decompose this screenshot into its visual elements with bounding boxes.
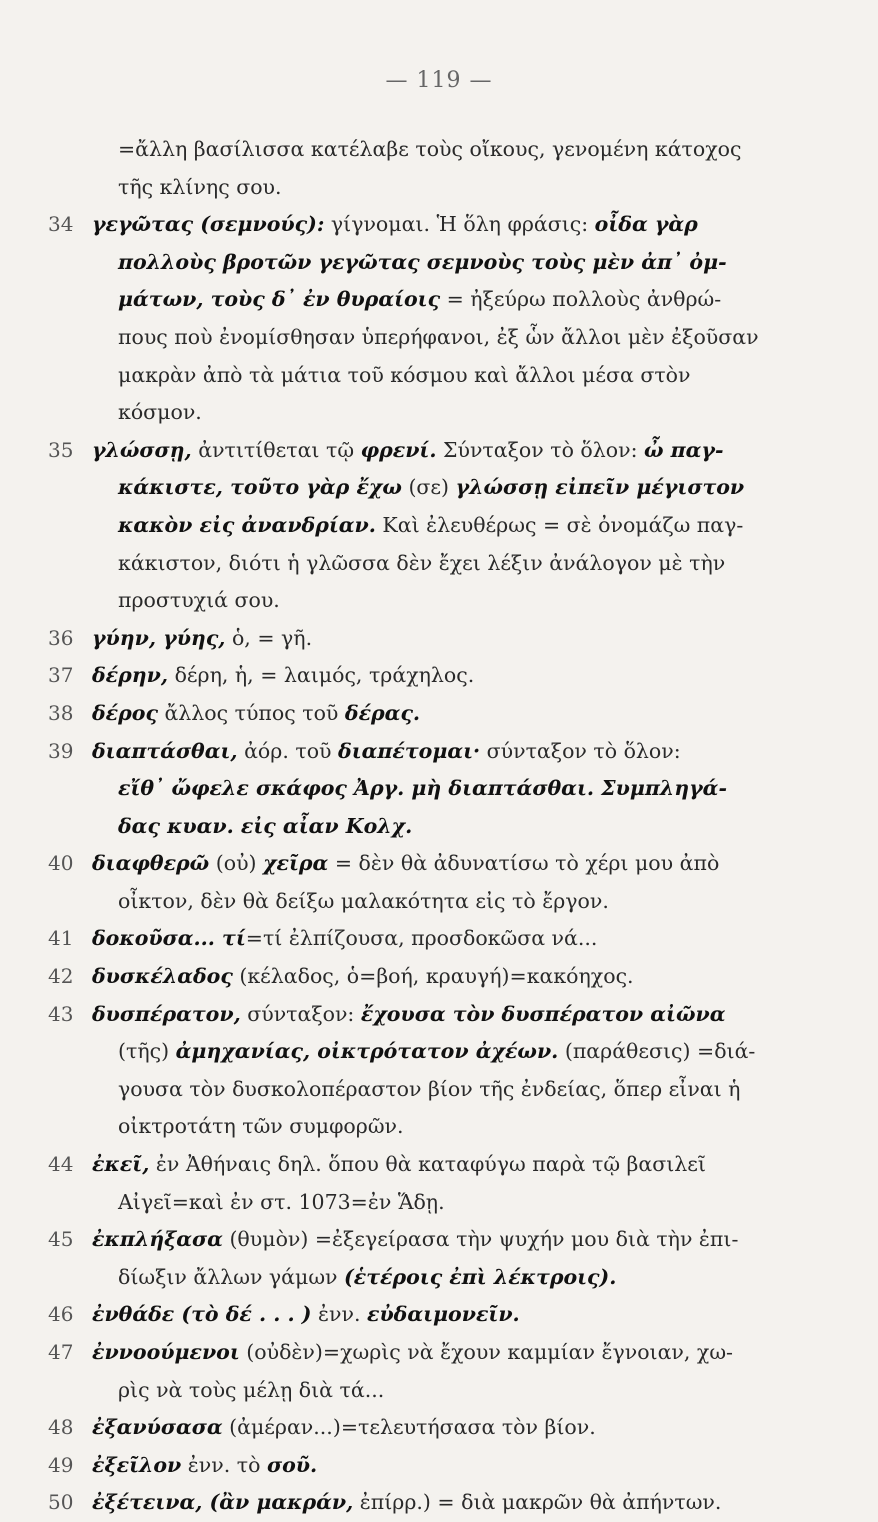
entry-number: 38 bbox=[48, 700, 74, 725]
gloss-text: γουσα τὸν δυσκολοπέραστον βίον τῆς ἐνδείας, ὅπερ εἶναι ἡ bbox=[118, 1076, 741, 1101]
gloss-text: οἰκτροτάτη τῶν συμφορῶν. bbox=[118, 1114, 404, 1139]
headword: πολλοὺς βροτῶν γεγῶτας σεμνοὺς τοὺς μὲν ἀπ᾽ ὀμ- bbox=[118, 249, 727, 274]
headword: χεῖρα bbox=[263, 851, 329, 876]
glossary-entry bbox=[48, 733, 830, 846]
gloss-text: δέρη, ἡ, = λαιμός, τράχηλος. bbox=[168, 663, 475, 688]
entry-line bbox=[92, 1484, 830, 1522]
headword: γλώσσῃ, bbox=[92, 437, 192, 462]
entry-line bbox=[92, 1409, 830, 1447]
glossary-entry bbox=[48, 657, 830, 695]
gloss-text: (θυμὸν) =ἐξεγείρασα τὴν ψυχήν μου διὰ τὴν ἐπι- bbox=[222, 1227, 739, 1252]
entry-line bbox=[92, 432, 830, 470]
gloss-text: γίγνομαι. Ἡ ὅλη φράσις: bbox=[324, 212, 595, 237]
headword: δυσκέλαδος bbox=[92, 964, 233, 989]
entry-number: 39 bbox=[48, 738, 74, 763]
gloss-text: κόσμον. bbox=[118, 400, 202, 425]
entry-line bbox=[92, 733, 830, 771]
headword: δέρας. bbox=[344, 700, 421, 725]
gloss-text: προστυχιά σου. bbox=[118, 588, 280, 613]
glossary-entry bbox=[48, 1146, 830, 1221]
entry-line bbox=[92, 206, 830, 244]
entry-number: 34 bbox=[48, 212, 74, 237]
headword: δέρην, bbox=[92, 663, 169, 688]
entry-number: 44 bbox=[48, 1152, 74, 1177]
gloss-text: ἐπίρρ.) = διὰ μακρῶν θὰ ἀπήντων. bbox=[353, 1490, 722, 1515]
gloss-text: ὁ, = γῆ. bbox=[225, 625, 313, 650]
headword: ἐξέτεινα, (ἂν μακράν, bbox=[92, 1490, 354, 1515]
gloss-text: ἀντιτίθεται τῷ bbox=[191, 437, 361, 462]
headword: (ἑτέροις ἐπὶ λέκτροις). bbox=[344, 1264, 617, 1289]
glossary-entry bbox=[48, 1484, 830, 1522]
entry-number: 37 bbox=[48, 663, 74, 688]
entry-line bbox=[92, 845, 830, 883]
glossary-entry bbox=[48, 1447, 830, 1485]
headword: διαπέτομαι· bbox=[338, 738, 481, 763]
entry-line bbox=[118, 131, 830, 169]
glossary-entry bbox=[48, 1334, 830, 1409]
entry-number: 49 bbox=[48, 1452, 74, 1477]
headword: ὦ παγ- bbox=[644, 437, 724, 462]
entry-line bbox=[118, 169, 830, 207]
headword: ἐκεῖ, bbox=[92, 1152, 150, 1177]
gloss-text: (οὐδὲν)=χωρὶς νὰ ἔχουν καμμίαν ἔγνοιαν, χω- bbox=[239, 1340, 733, 1364]
headword: κάκιστε, τοῦτο γὰρ ἔχω bbox=[118, 475, 402, 500]
entry-line bbox=[92, 1146, 830, 1184]
gloss-text: πους ποὺ ἐνομίσθησαν ὑπερήφανοι, ἐξ ὧν ἄλλοι μὲν ἐξοῦσαν bbox=[118, 324, 759, 349]
entry-line bbox=[92, 244, 830, 282]
gloss-text: τῆς κλίνης σου. bbox=[118, 174, 282, 199]
entry-line bbox=[92, 808, 830, 846]
entry-number: 45 bbox=[48, 1227, 74, 1252]
gloss-text: (οὐ) bbox=[209, 851, 264, 876]
gloss-text: = ἠξεύρω πολλοὺς ἀνθρώ- bbox=[440, 287, 722, 312]
entry-number: 46 bbox=[48, 1302, 74, 1327]
entry-number: 48 bbox=[48, 1415, 74, 1440]
headword: γύην, γύης, bbox=[92, 625, 226, 650]
entry-number: 35 bbox=[48, 437, 74, 462]
headword: δέρος bbox=[92, 700, 158, 725]
headword: εὐδαιμονεῖν. bbox=[367, 1302, 520, 1327]
headword: γλώσσῃ εἰπεῖν μέγιστον bbox=[455, 475, 745, 500]
gloss-text: Σύνταξον τὸ ὅλον: bbox=[436, 437, 644, 462]
entry-line bbox=[92, 1108, 830, 1146]
headword: ἔχουσα τὸν δυσπέρατον αἰῶνα bbox=[360, 1001, 726, 1026]
gloss-text: =τί ἐλπίζουσα, προσδοκῶσα νά... bbox=[245, 926, 598, 951]
entry-line bbox=[92, 920, 830, 958]
entry-line bbox=[92, 1372, 830, 1410]
gloss-text: ρὶς νὰ τοὺς μέλῃ διὰ τά... bbox=[118, 1377, 385, 1402]
glossary-entry bbox=[48, 131, 830, 206]
gloss-text: (τῆς) bbox=[118, 1039, 176, 1064]
entry-number: 43 bbox=[48, 1001, 74, 1026]
headword: οἶδα γὰρ bbox=[594, 212, 698, 237]
entry-number: 50 bbox=[48, 1490, 74, 1515]
gloss-text: (σε) bbox=[401, 475, 456, 500]
entry-line bbox=[92, 469, 830, 507]
glossary-entry bbox=[48, 695, 830, 733]
gloss-text: Καὶ ἐλευθέρως = σὲ ὀνομάζω παγ- bbox=[375, 512, 744, 537]
entry-line bbox=[92, 1221, 830, 1259]
gloss-text: (ἀμέραν...)=τελευτήσασα τὸν βίον. bbox=[222, 1415, 596, 1440]
gloss-text: κάκιστον, διότι ἡ γλῶσσα δὲν ἔχει λέξιν ἀνάλογον μὲ τὴν bbox=[118, 550, 726, 575]
headword: διαπτάσθαι, bbox=[92, 738, 238, 763]
entry-line bbox=[92, 1033, 830, 1071]
gloss-text: δίωξιν ἄλλων γάμων bbox=[118, 1264, 345, 1289]
entry-line bbox=[92, 1447, 830, 1485]
headword: μάτων, τοὺς δ᾽ ἐν θυραίοις bbox=[118, 287, 441, 312]
gloss-text: ἐνν. bbox=[311, 1302, 367, 1327]
entry-line bbox=[92, 1071, 830, 1109]
entry-line bbox=[92, 545, 830, 583]
entry-line bbox=[92, 996, 830, 1034]
page-number: — 119 — bbox=[385, 68, 493, 93]
entry-line bbox=[92, 394, 830, 432]
headword: ἀμηχανίας, οἰκτρότατον ἀχέων. bbox=[175, 1039, 559, 1064]
glossary-entry bbox=[48, 206, 830, 432]
entry-line bbox=[92, 1259, 830, 1297]
entry-line bbox=[92, 1334, 830, 1372]
entry-number: 47 bbox=[48, 1340, 74, 1364]
glossary-entry bbox=[48, 432, 830, 620]
entry-line bbox=[92, 281, 830, 319]
entry-line bbox=[92, 770, 830, 808]
headword: δοκοῦσα... τί bbox=[92, 926, 246, 951]
headword: διαφθερῶ bbox=[92, 851, 210, 876]
headword: δυσπέρατον, bbox=[92, 1001, 241, 1026]
headword: σοῦ. bbox=[266, 1452, 318, 1477]
glossary-entry bbox=[48, 958, 830, 996]
entry-line bbox=[92, 1184, 830, 1222]
headword: φρενί. bbox=[360, 437, 437, 462]
gloss-text: Αἰγεῖ=καὶ ἐν στ. 1073=ἐν Ἅδῃ. bbox=[118, 1189, 445, 1214]
headword: ἐννοούμενοι bbox=[92, 1340, 240, 1364]
glossary-entries bbox=[48, 131, 830, 1522]
entry-line bbox=[92, 958, 830, 996]
entry-line bbox=[92, 695, 830, 733]
glossary-entry bbox=[48, 920, 830, 958]
entry-line bbox=[92, 883, 830, 921]
headword: ἐξανύσασα bbox=[92, 1415, 223, 1440]
gloss-text: ἐνν. τὸ bbox=[181, 1452, 267, 1477]
entry-line bbox=[92, 582, 830, 620]
gloss-text: ἄλλος τύπος τοῦ bbox=[157, 700, 345, 725]
gloss-text: οἶκτον, δὲν θὰ δείξω μαλακότητα εἰς τὸ ἔργον. bbox=[118, 888, 609, 913]
entry-line bbox=[92, 357, 830, 395]
entry-line bbox=[92, 657, 830, 695]
glossary-entry bbox=[48, 620, 830, 658]
entry-line bbox=[92, 620, 830, 658]
gloss-text: ἐν Ἀθήναις δηλ. ὅπου θὰ καταφύγω παρὰ τῷ βασιλεῖ bbox=[149, 1152, 706, 1177]
gloss-text: =ἄλλη βασίλισσα κατέλαβε τοὺς οἴκους, γενομένη κάτοχος bbox=[118, 137, 742, 161]
headword: εἴθ᾽ ὤφελε σκάφος Ἀργ. μὴ διαπτάσθαι. Συμπληγά- bbox=[118, 776, 727, 801]
entry-line bbox=[92, 319, 830, 357]
entry-line bbox=[92, 507, 830, 545]
entry-number: 36 bbox=[48, 625, 74, 650]
entry-number: 42 bbox=[48, 964, 74, 989]
entry-line bbox=[92, 1296, 830, 1334]
entry-number: 41 bbox=[48, 926, 74, 951]
headword: ἐξεῖλον bbox=[92, 1452, 182, 1477]
gloss-text: (παράθεσις) =διά- bbox=[558, 1039, 756, 1064]
headword: ἐκπλήξασα bbox=[92, 1227, 223, 1252]
glossary-entry bbox=[48, 845, 830, 920]
gloss-text: μακρὰν ἀπὸ τὰ μάτια τοῦ κόσμου καὶ ἄλλοι μέσα στὸν bbox=[118, 362, 691, 387]
glossary-entry bbox=[48, 996, 830, 1146]
gloss-text: = δὲν θὰ ἀδυνατίσω τὸ χέρι μου ἀπὸ bbox=[328, 851, 720, 876]
gloss-text: σύνταξον τὸ ὅλον: bbox=[480, 738, 681, 763]
entry-number: 40 bbox=[48, 851, 74, 876]
gloss-text: (κέλαδος, ὁ=βοή, κραυγή)=κακόηχος. bbox=[232, 964, 634, 989]
headword: ἐνθάδε (τὸ δέ . . . ) bbox=[92, 1302, 312, 1327]
gloss-text: ἀόρ. τοῦ bbox=[237, 738, 339, 763]
headword: δας κυαν. εἰς αἶαν Κολχ. bbox=[118, 813, 413, 838]
headword: γεγῶτας (σεμνούς): bbox=[92, 212, 325, 237]
gloss-text: σύνταξον: bbox=[240, 1001, 361, 1026]
glossary-entry bbox=[48, 1409, 830, 1447]
glossary-entry bbox=[48, 1221, 830, 1296]
glossary-entry bbox=[48, 1296, 830, 1334]
headword: κακὸν εἰς ἀνανδρίαν. bbox=[118, 512, 376, 537]
